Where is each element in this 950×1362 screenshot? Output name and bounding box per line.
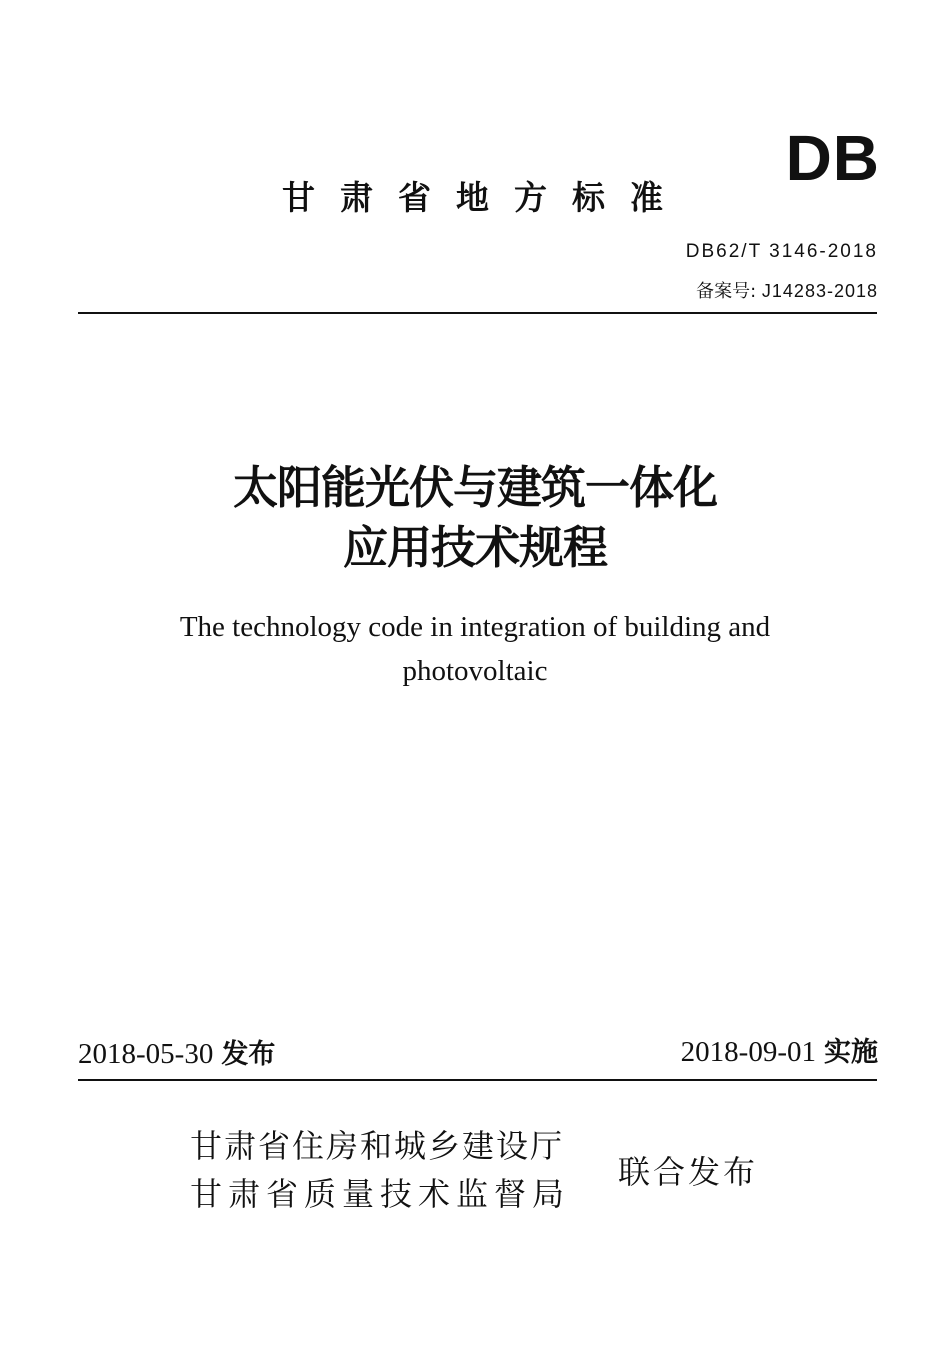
- title-en-line-1: The technology code in integration of building and: [179, 611, 771, 643]
- title-en-line-2: photovoltaic: [402, 655, 548, 687]
- release-date: 2018-05-30: [78, 1038, 214, 1070]
- implementation-date-line: [681, 1032, 878, 1073]
- filing-number-line: [696, 277, 878, 306]
- bottom-divider: [78, 1079, 877, 1081]
- publisher-2: 甘肃省质量技术监督局: [190, 1175, 571, 1213]
- release-date-line: [78, 1034, 275, 1075]
- joint-publish-label: 联合发布: [618, 1153, 759, 1191]
- publisher-1: 甘肃省住房和城乡建设厅: [190, 1127, 565, 1165]
- title-cn-line-1: 太阳能光伏与建筑一体化: [232, 461, 717, 514]
- implementation-date: 2018-09-01: [680, 1036, 816, 1068]
- standard-number: DB62/T 3146-2018: [685, 241, 878, 262]
- filing-number: J14283-2018: [761, 281, 878, 301]
- implementation-label: 实施: [824, 1037, 878, 1068]
- release-label: 发布: [221, 1039, 276, 1070]
- filing-label: 备案号:: [696, 281, 757, 302]
- title-cn-line-2: 应用技术规程: [342, 521, 607, 574]
- top-divider: [78, 312, 877, 314]
- standard-level-heading: 甘肃省地方标准: [282, 178, 688, 217]
- db-logo: DB: [785, 122, 880, 194]
